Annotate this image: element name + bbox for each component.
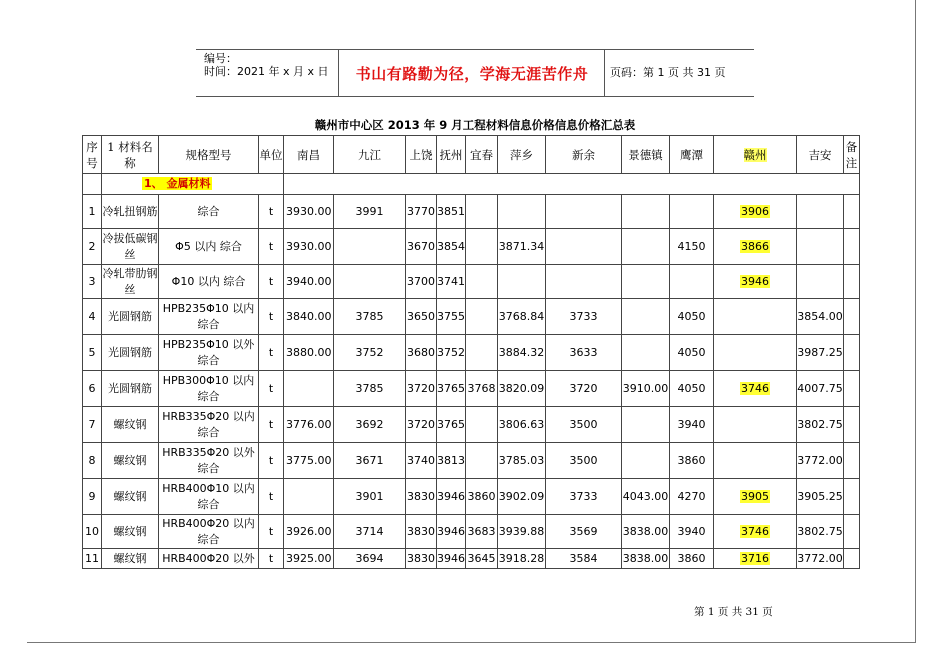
table-cell: [546, 195, 622, 229]
table-cell: 4270: [670, 479, 714, 515]
table-cell: [622, 265, 670, 299]
table-cell: 3633: [546, 335, 622, 371]
table-cell: [844, 229, 860, 265]
table-cell: 3720: [546, 371, 622, 407]
highlighted-value: 3866: [741, 239, 769, 253]
table-cell: 3768.84: [498, 299, 546, 335]
table-cell: [670, 265, 714, 299]
table-cell: 3670: [406, 229, 437, 265]
table-cell: 3765: [437, 407, 466, 443]
column-header: 鹰潭: [670, 136, 714, 174]
table-cell: [670, 195, 714, 229]
table-cell: [622, 299, 670, 335]
table-cell: [546, 229, 622, 265]
table-cell: [714, 479, 797, 515]
table-cell: 4050: [670, 299, 714, 335]
column-header: 景德镇: [622, 136, 670, 174]
highlighted-value: 3905: [741, 489, 769, 503]
table-cell: [844, 443, 860, 479]
table-cell: HRB335Φ20 以外综合: [159, 443, 259, 479]
table-cell: 3946: [437, 549, 466, 569]
table-cell: 3860: [670, 443, 714, 479]
table-cell: 3925.00: [284, 549, 334, 569]
table-cell: [546, 265, 622, 299]
table-cell: 3741: [437, 265, 466, 299]
table-cell: 3770: [406, 195, 437, 229]
table-cell: HRB400Φ20 以内综合: [159, 515, 259, 549]
highlighted-value: 3716: [741, 551, 769, 565]
table-row: [83, 299, 860, 335]
table-cell: [622, 229, 670, 265]
table-cell: [797, 195, 844, 229]
column-header: 1 材料名称: [102, 136, 159, 174]
table-cell: 3645: [466, 549, 498, 569]
table-cell: [714, 443, 797, 479]
table-cell: 5: [83, 335, 102, 371]
table-cell: t: [259, 229, 284, 265]
table-cell: 3838.00: [622, 549, 670, 569]
table-cell: t: [259, 371, 284, 407]
table-row: [83, 195, 860, 229]
header-bottom-rule: [196, 96, 754, 97]
table-cell: 3694: [334, 549, 406, 569]
table-cell: 4050: [670, 371, 714, 407]
table-cell: 3926.00: [284, 515, 334, 549]
table-cell: 3733: [546, 299, 622, 335]
table-cell: 1: [83, 195, 102, 229]
table-cell: 3871.34: [498, 229, 546, 265]
table-cell: [714, 195, 797, 229]
table-cell: [714, 407, 797, 443]
table-row: [83, 229, 860, 265]
table-cell: [844, 479, 860, 515]
table-cell: 冷拔低碳钢丝: [102, 229, 159, 265]
column-header: 宜春: [466, 136, 498, 174]
document-title: 赣州市中心区 2013 年 9 月工程材料信息价格信息价格汇总表: [314, 118, 636, 132]
table-cell: 3946: [437, 479, 466, 515]
table-cell: [498, 265, 546, 299]
table-cell: 螺纹钢: [102, 479, 159, 515]
column-header: 南昌: [284, 136, 334, 174]
table-cell: 螺纹钢: [102, 515, 159, 549]
table-cell: [844, 371, 860, 407]
table-cell: 3987.25: [797, 335, 844, 371]
table-cell: [844, 407, 860, 443]
table-cell: 光圆钢筋: [102, 371, 159, 407]
table-row: [83, 265, 860, 299]
table-cell: 3830: [406, 515, 437, 549]
table-cell: t: [259, 443, 284, 479]
table-cell: 3910.00: [622, 371, 670, 407]
table-cell: [622, 335, 670, 371]
table-cell: t: [259, 515, 284, 549]
table-cell: 3901: [334, 479, 406, 515]
table-cell: 3860: [670, 549, 714, 569]
table-cell: [466, 407, 498, 443]
table-cell: 2: [83, 229, 102, 265]
table-cell: [622, 195, 670, 229]
column-header: 上饶: [406, 136, 437, 174]
table-cell: Φ5 以内 综合: [159, 229, 259, 265]
table-cell: [714, 515, 797, 549]
table-cell: [844, 299, 860, 335]
header-divider-left: [338, 49, 339, 96]
price-table: [82, 135, 860, 569]
column-header: 单位: [259, 136, 284, 174]
table-cell: [714, 265, 797, 299]
column-header: 序号: [83, 136, 102, 174]
table-cell: 3: [83, 265, 102, 299]
table-cell: 4: [83, 299, 102, 335]
table-cell: 3884.32: [498, 335, 546, 371]
table-cell: [797, 265, 844, 299]
number-label: 编号：: [204, 52, 237, 65]
table-cell: 3692: [334, 407, 406, 443]
table-cell: HPB235Φ10 以内综合: [159, 299, 259, 335]
table-cell: HRB400Φ10 以内综合: [159, 479, 259, 515]
table-cell: 3584: [546, 549, 622, 569]
table-cell: 3772.00: [797, 549, 844, 569]
table-cell: 3930.00: [284, 229, 334, 265]
table-cell: [844, 335, 860, 371]
table-cell: [622, 407, 670, 443]
page-number-label: 页码：第 1 页 共 31 页: [610, 66, 726, 79]
table-cell: [466, 335, 498, 371]
highlighted-value: 3906: [741, 204, 769, 218]
table-cell: 3752: [334, 335, 406, 371]
table-row: [83, 479, 860, 515]
column-header: 规格型号: [159, 136, 259, 174]
table-cell: 4007.75: [797, 371, 844, 407]
table-cell: t: [259, 479, 284, 515]
table-cell: [714, 299, 797, 335]
table-cell: 3854: [437, 229, 466, 265]
table-cell: 3940: [670, 515, 714, 549]
table-cell: 3854.00: [797, 299, 844, 335]
table-cell: 3940.00: [284, 265, 334, 299]
table-cell: 3838.00: [622, 515, 670, 549]
table-cell: [714, 549, 797, 569]
table-cell: 3733: [546, 479, 622, 515]
table-cell: 3918.28: [498, 549, 546, 569]
table-cell: 4043.00: [622, 479, 670, 515]
table-cell: 3755: [437, 299, 466, 335]
table-cell: 3830: [406, 549, 437, 569]
table-cell: 3840.00: [284, 299, 334, 335]
table-cell: 3680: [406, 335, 437, 371]
table-cell: 3720: [406, 407, 437, 443]
table-cell: t: [259, 549, 284, 569]
header-divider-right: [604, 49, 605, 96]
table-cell: t: [259, 195, 284, 229]
table-cell: 3683: [466, 515, 498, 549]
table-row: [83, 371, 860, 407]
table-cell: [284, 371, 334, 407]
highlight-header: 赣州: [743, 147, 767, 162]
category-row: [83, 174, 860, 195]
table-cell: 3500: [546, 443, 622, 479]
table-cell: 3772.00: [797, 443, 844, 479]
table-cell: [466, 299, 498, 335]
table-cell: [334, 265, 406, 299]
table-cell: [334, 229, 406, 265]
table-cell: HPB300Φ10 以内综合: [159, 371, 259, 407]
table-cell: [844, 549, 860, 569]
table-cell: 3806.63: [498, 407, 546, 443]
column-header: 新余: [546, 136, 622, 174]
table-cell: 4150: [670, 229, 714, 265]
table-cell: Φ10 以内 综合: [159, 265, 259, 299]
table-cell: 3902.09: [498, 479, 546, 515]
table-cell: [284, 479, 334, 515]
table-row: [83, 335, 860, 371]
table-cell: 3740: [406, 443, 437, 479]
table-cell: 3860: [466, 479, 498, 515]
table-cell: 光圆钢筋: [102, 335, 159, 371]
table-cell: 光圆钢筋: [102, 299, 159, 335]
table-cell: 3905.25: [797, 479, 844, 515]
table-cell: 9: [83, 479, 102, 515]
table-cell: 3946: [437, 515, 466, 549]
table-row: [83, 549, 860, 569]
column-header: [714, 136, 797, 174]
table-cell: 7: [83, 407, 102, 443]
table-cell: 3768: [466, 371, 498, 407]
table-cell: 3776.00: [284, 407, 334, 443]
table-cell: 3813: [437, 443, 466, 479]
table-cell: 3820.09: [498, 371, 546, 407]
time-label: 时间：2021 年 x 月 x 日: [204, 65, 329, 78]
table-cell: 冷轧带肋钢丝: [102, 265, 159, 299]
table-cell: 3714: [334, 515, 406, 549]
table-cell: 3775.00: [284, 443, 334, 479]
table-cell: 11: [83, 549, 102, 569]
column-header: 九江: [334, 136, 406, 174]
table-row: [83, 443, 860, 479]
table-header-row: [83, 136, 860, 174]
table-cell: [466, 229, 498, 265]
table-cell: 10: [83, 515, 102, 549]
table-cell: [498, 195, 546, 229]
table-cell: 3671: [334, 443, 406, 479]
table-cell: [466, 443, 498, 479]
table-cell: 3700: [406, 265, 437, 299]
motto-text: 书山有路勤为径，学海无涯苦作舟: [355, 65, 589, 83]
table-cell: [466, 265, 498, 299]
table-cell: t: [259, 407, 284, 443]
table-cell: 3785: [334, 299, 406, 335]
table-cell: 3939.88: [498, 515, 546, 549]
table-cell: 3569: [546, 515, 622, 549]
table-cell: 3802.75: [797, 407, 844, 443]
table-cell: [844, 195, 860, 229]
page-footer: 第 1 页 共 31 页: [694, 606, 773, 618]
table-cell: 3500: [546, 407, 622, 443]
table-cell: 3785.03: [498, 443, 546, 479]
column-header: 萍乡: [498, 136, 546, 174]
column-header: 吉安: [797, 136, 844, 174]
highlighted-value: 3746: [741, 524, 769, 538]
table-cell: [714, 229, 797, 265]
table-cell: 螺纹钢: [102, 443, 159, 479]
table-cell: 6: [83, 371, 102, 407]
table-cell: 3785: [334, 371, 406, 407]
table-cell: 3802.75: [797, 515, 844, 549]
table-cell: 3765: [437, 371, 466, 407]
table-cell: t: [259, 265, 284, 299]
header-top-rule: [196, 49, 754, 50]
table-cell: 3880.00: [284, 335, 334, 371]
table-cell: [797, 229, 844, 265]
highlighted-value: 3746: [741, 381, 769, 395]
table-row: [83, 515, 860, 549]
table-cell: 8: [83, 443, 102, 479]
table-cell: 3720: [406, 371, 437, 407]
table-cell: 冷轧扭钢筋: [102, 195, 159, 229]
table-cell: HRB335Φ20 以内综合: [159, 407, 259, 443]
column-header: 抚州: [437, 136, 466, 174]
table-cell: t: [259, 299, 284, 335]
table-cell: [844, 515, 860, 549]
table-cell: 3930.00: [284, 195, 334, 229]
table-cell: [622, 443, 670, 479]
table-cell: HPB235Φ10 以外综合: [159, 335, 259, 371]
table-cell: [714, 335, 797, 371]
column-header: 备注: [844, 136, 860, 174]
table-cell: [714, 371, 797, 407]
highlighted-value: 3946: [741, 274, 769, 288]
table-cell: HRB400Φ20 以外: [159, 549, 259, 569]
table-cell: 4050: [670, 335, 714, 371]
table-cell: 3940: [670, 407, 714, 443]
table-cell: 3991: [334, 195, 406, 229]
table-cell: 3650: [406, 299, 437, 335]
table-cell: 螺纹钢: [102, 549, 159, 569]
table-cell: 3830: [406, 479, 437, 515]
table-cell: 3752: [437, 335, 466, 371]
category-label: 1、 金属材料: [144, 177, 211, 190]
table-cell: 3851: [437, 195, 466, 229]
table-cell: 综合: [159, 195, 259, 229]
table-cell: t: [259, 335, 284, 371]
table-cell: [466, 195, 498, 229]
table-row: [83, 407, 860, 443]
table-cell: 螺纹钢: [102, 407, 159, 443]
table-cell: [844, 265, 860, 299]
